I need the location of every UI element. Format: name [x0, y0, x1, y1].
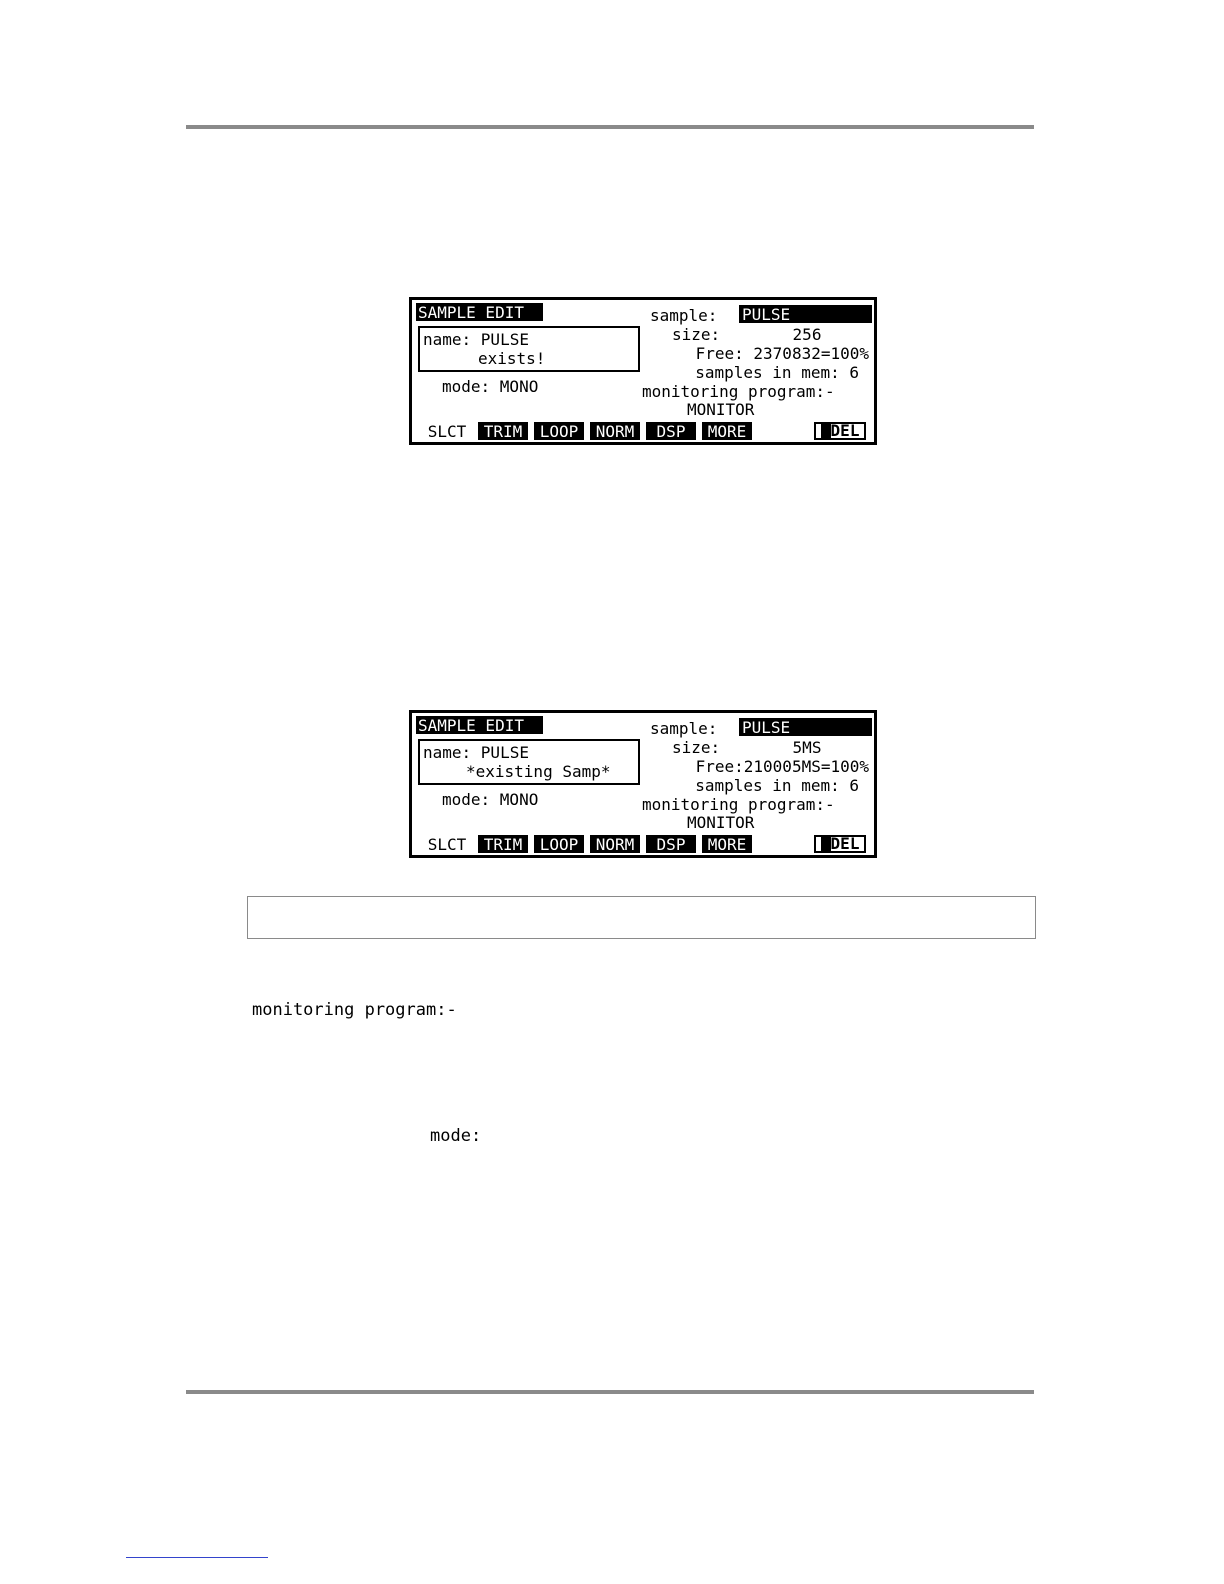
samples-in-mem: samples in mem: 6 — [695, 363, 859, 382]
monitoring-program-heading: monitoring program:- — [252, 1000, 457, 1020]
sample-value: PULSE — [739, 305, 872, 323]
sample-label: sample: — [650, 306, 718, 325]
free-memory: Free:210005MS=100% — [695, 757, 869, 776]
softkey-more[interactable]: MORE — [702, 422, 752, 440]
softkey-norm[interactable]: NORM — [590, 422, 640, 440]
monitoring-program-value: MONITOR — [687, 813, 755, 832]
lcd-screen-name-exists — [409, 297, 877, 445]
name-box — [418, 326, 640, 372]
free-memory: Free: 2370832=100% — [695, 344, 869, 363]
screen-title: SAMPLE EDIT — [416, 716, 543, 734]
monitoring-program-label: monitoring program:- — [642, 795, 835, 814]
note-box — [247, 896, 1036, 939]
mode-field: mode: MONO — [442, 377, 539, 396]
footer-rule — [186, 1390, 1034, 1394]
softkey-slct[interactable]: SLCT — [427, 835, 467, 854]
name-box — [418, 739, 640, 785]
del-label: DEL — [830, 421, 860, 440]
name-field: name: PULSE — [423, 743, 529, 762]
softkey-del[interactable] — [814, 835, 866, 853]
softkey-loop[interactable]: LOOP — [534, 835, 584, 853]
mode-field: mode: MONO — [442, 790, 539, 809]
monitoring-program-value: MONITOR — [687, 400, 755, 419]
softkey-trim[interactable]: TRIM — [478, 422, 528, 440]
screen-title: SAMPLE EDIT — [416, 303, 543, 321]
softkey-trim[interactable]: TRIM — [478, 835, 528, 853]
del-label: DEL — [830, 834, 860, 853]
size-value: 5MS — [792, 738, 822, 757]
softkey-bar — [412, 833, 874, 853]
softkey-norm[interactable]: NORM — [590, 835, 640, 853]
name-message: exists! — [478, 349, 546, 368]
del-marker-icon — [821, 424, 831, 438]
sample-label: sample: — [650, 719, 718, 738]
name-field: name: PULSE — [423, 330, 529, 349]
softkey-loop[interactable]: LOOP — [534, 422, 584, 440]
softkey-dsp[interactable]: DSP — [646, 835, 696, 853]
size-label: size: — [672, 738, 721, 757]
samples-in-mem: samples in mem: 6 — [695, 776, 859, 795]
sample-value: PULSE — [739, 718, 872, 736]
footer-link-underline[interactable] — [126, 1557, 268, 1558]
name-message: *existing Samp* — [466, 762, 611, 781]
size-label: size: — [672, 325, 721, 344]
size-value: 256 — [792, 325, 822, 344]
softkey-slct[interactable]: SLCT — [427, 422, 467, 441]
softkey-bar — [412, 420, 874, 440]
monitoring-program-label: monitoring program:- — [642, 382, 835, 401]
mode-heading: mode: — [430, 1126, 482, 1146]
lcd-screen-existing-sample — [409, 710, 877, 858]
softkey-del[interactable] — [814, 422, 866, 440]
softkey-more[interactable]: MORE — [702, 835, 752, 853]
softkey-dsp[interactable]: DSP — [646, 422, 696, 440]
header-rule — [186, 125, 1034, 129]
del-marker-icon — [821, 837, 831, 851]
